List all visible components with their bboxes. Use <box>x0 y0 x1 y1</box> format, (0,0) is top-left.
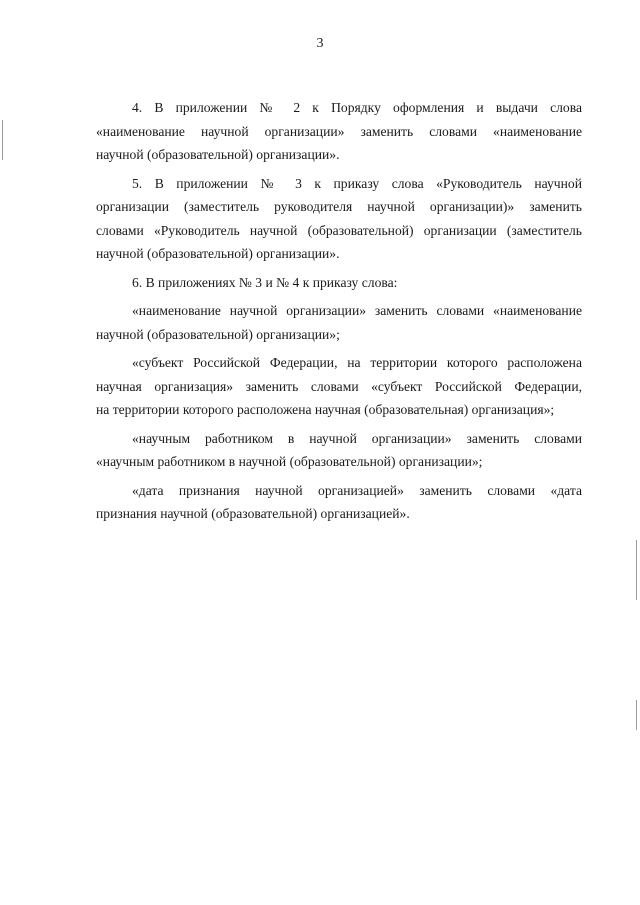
text-line: на территории которого расположена научная (образовательная) организация»; <box>96 402 555 417</box>
paragraph-6-item-1 <box>96 299 582 346</box>
scan-edge-mark <box>636 700 637 730</box>
text-line: научная организация» заменить словами «субъект Российской Федерации, <box>96 378 582 394</box>
text-line: научной (образовательной) организации»; <box>96 326 340 342</box>
paragraph-6-item-3 <box>96 427 582 474</box>
document-body <box>96 96 582 526</box>
paragraph-5 <box>96 172 582 266</box>
paragraph-4 <box>96 96 582 167</box>
text-line: «дата признания научной организацией» заменить словами «дата <box>132 482 582 498</box>
text-line: 4. В приложении № 2 к Порядку оформления и выдачи слова <box>132 100 582 115</box>
text-line: «наименование научной организации» заменить словами «наименование <box>96 123 582 139</box>
page-number: 3 <box>316 36 324 51</box>
scan-edge-mark <box>2 120 3 160</box>
text-line: «субъект Российской Федерации, на территории которого расположена <box>132 355 582 370</box>
text-line: организации (заместитель руководителя научной организации)» заменить <box>96 199 582 214</box>
text-line: 6. В приложениях № 3 и № 4 к приказу слова: <box>132 274 398 290</box>
text-line: словами «Руководитель научной (образовательной) организации (заместитель <box>96 222 582 238</box>
text-line: «научным работником в научной (образовательной) организации»; <box>96 454 483 469</box>
scan-edge-mark <box>636 540 637 600</box>
text-line: «научным работником в научной организации» заменить словами <box>132 430 582 446</box>
text-line: научной (образовательной) организации». <box>96 246 340 261</box>
paragraph-6-item-4 <box>96 479 582 526</box>
text-line: признания научной (образовательной) организацией». <box>96 506 410 521</box>
paragraph-6 <box>96 271 582 295</box>
text-line: «наименование научной организации» заменить словами «наименование <box>132 303 582 318</box>
text-line: 5. В приложении № 3 к приказу слова «Руководитель научной <box>132 175 582 191</box>
text-line: научной (образовательной) организации». <box>96 147 340 162</box>
paragraph-6-item-2 <box>96 351 582 422</box>
